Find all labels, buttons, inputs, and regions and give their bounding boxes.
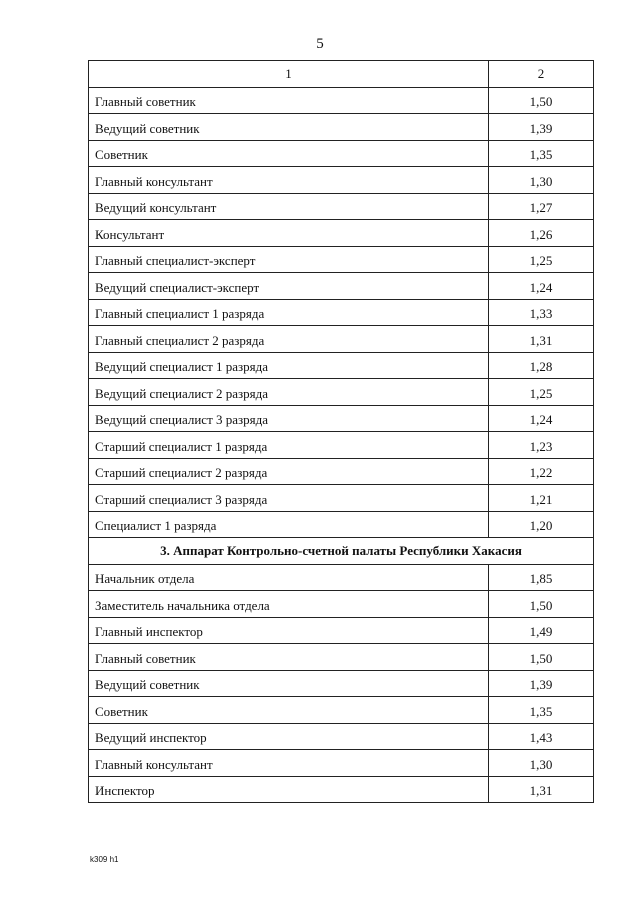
- footer-code: k309 h1: [90, 855, 119, 864]
- position-name: Советник: [89, 140, 489, 167]
- position-name: Ведущий советник: [89, 670, 489, 697]
- coefficient-value: 1,35: [489, 140, 594, 167]
- table-header-row: [89, 61, 594, 88]
- table-row: [89, 246, 594, 273]
- coefficient-value: 1,49: [489, 617, 594, 644]
- position-name: Ведущий инспектор: [89, 723, 489, 750]
- coefficient-value: 1,31: [489, 326, 594, 353]
- table-row: [89, 697, 594, 724]
- position-name: Главный специалист-эксперт: [89, 246, 489, 273]
- table-row: [89, 273, 594, 300]
- coefficient-value: 1,50: [489, 644, 594, 671]
- table-row: [89, 564, 594, 591]
- table-row: [89, 326, 594, 353]
- table-row: [89, 591, 594, 618]
- table-row: [89, 87, 594, 114]
- section-heading-row: [89, 538, 594, 565]
- table-row: [89, 644, 594, 671]
- position-name: Ведущий советник: [89, 114, 489, 141]
- table-row: [89, 220, 594, 247]
- coefficient-value: 1,50: [489, 591, 594, 618]
- coefficient-value: 1,24: [489, 405, 594, 432]
- position-name: Консультант: [89, 220, 489, 247]
- coefficient-value: 1,33: [489, 299, 594, 326]
- table-row: [89, 776, 594, 803]
- coefficient-value: 1,43: [489, 723, 594, 750]
- position-name: Инспектор: [89, 776, 489, 803]
- position-name: Заместитель начальника отдела: [89, 591, 489, 618]
- table-row: [89, 511, 594, 538]
- table-row: [89, 193, 594, 220]
- position-name: Главный инспектор: [89, 617, 489, 644]
- section-heading: 3. Аппарат Контрольно-счетной палаты Республики Хакасия: [89, 538, 594, 565]
- table-row: [89, 432, 594, 459]
- position-name: Советник: [89, 697, 489, 724]
- coefficient-value: 1,31: [489, 776, 594, 803]
- position-name: Главный советник: [89, 87, 489, 114]
- coefficient-value: 1,30: [489, 167, 594, 194]
- position-name: Главный специалист 1 разряда: [89, 299, 489, 326]
- table-row: [89, 458, 594, 485]
- position-name: Ведущий специалист-эксперт: [89, 273, 489, 300]
- coefficient-value: 1,30: [489, 750, 594, 777]
- coefficient-value: 1,39: [489, 670, 594, 697]
- position-name: Начальник отдела: [89, 564, 489, 591]
- coefficient-value: 1,22: [489, 458, 594, 485]
- coefficient-value: 1,23: [489, 432, 594, 459]
- position-name: Ведущий специалист 2 разряда: [89, 379, 489, 406]
- position-name: Ведущий специалист 1 разряда: [89, 352, 489, 379]
- coefficient-value: 1,26: [489, 220, 594, 247]
- coefficient-value: 1,28: [489, 352, 594, 379]
- position-name: Старший специалист 2 разряда: [89, 458, 489, 485]
- table-row: [89, 299, 594, 326]
- column-header-1: 1: [89, 61, 489, 88]
- coefficient-value: 1,25: [489, 379, 594, 406]
- position-coefficient-table: [88, 60, 594, 803]
- table-row: [89, 114, 594, 141]
- coefficient-value: 1,39: [489, 114, 594, 141]
- coefficient-value: 1,35: [489, 697, 594, 724]
- position-name: Ведущий консультант: [89, 193, 489, 220]
- coefficient-value: 1,25: [489, 246, 594, 273]
- position-name: Главный советник: [89, 644, 489, 671]
- table-row: [89, 405, 594, 432]
- position-name: Главный консультант: [89, 167, 489, 194]
- table-row: [89, 352, 594, 379]
- table-row: [89, 617, 594, 644]
- table-row: [89, 167, 594, 194]
- coefficient-value: 1,27: [489, 193, 594, 220]
- position-name: Главный консультант: [89, 750, 489, 777]
- table-row: [89, 670, 594, 697]
- position-name: Старший специалист 1 разряда: [89, 432, 489, 459]
- coefficient-value: 1,21: [489, 485, 594, 512]
- position-name: Старший специалист 3 разряда: [89, 485, 489, 512]
- column-header-2: 2: [489, 61, 594, 88]
- table-row: [89, 379, 594, 406]
- coefficient-value: 1,85: [489, 564, 594, 591]
- position-name: Главный специалист 2 разряда: [89, 326, 489, 353]
- coefficient-value: 1,20: [489, 511, 594, 538]
- table-row: [89, 723, 594, 750]
- page-number: 5: [316, 36, 324, 52]
- table-row: [89, 485, 594, 512]
- coefficient-value: 1,50: [489, 87, 594, 114]
- table-row: [89, 750, 594, 777]
- coefficient-value: 1,24: [489, 273, 594, 300]
- position-name: Специалист 1 разряда: [89, 511, 489, 538]
- position-name: Ведущий специалист 3 разряда: [89, 405, 489, 432]
- table-row: [89, 140, 594, 167]
